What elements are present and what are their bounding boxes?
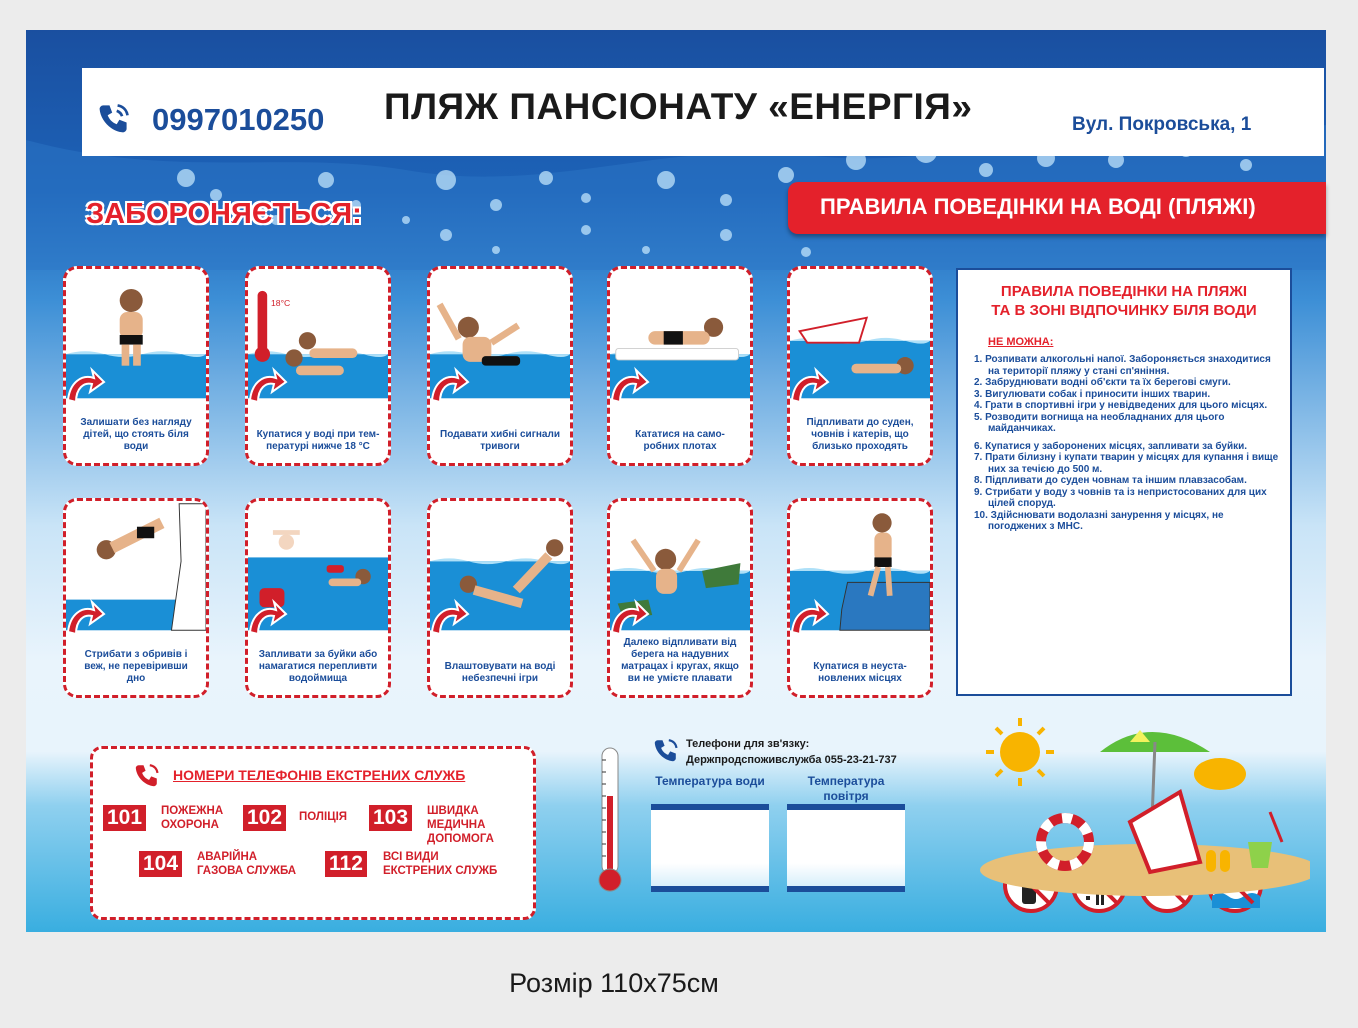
thermo-label: 18°C (271, 298, 291, 309)
forbidden-heading: ЗАБОРОНЯЄТЬСЯ: (86, 198, 362, 230)
rules-banner (788, 182, 1326, 234)
water-temp-field (651, 804, 769, 892)
beach-illustration (980, 712, 1310, 902)
air-temp-label: Температура повітря (807, 774, 885, 803)
air-temp-field (787, 804, 905, 892)
card-boat-swimmer (787, 266, 933, 466)
card-cliff-dive (63, 498, 209, 698)
rule-item: 2. Забруднювати водні об'єкти та їх берегові смуги. (974, 377, 1231, 388)
red-arrow-icon (607, 364, 650, 408)
card-caption: Купатися в неуста-новлених місцях (813, 661, 907, 684)
emergency-panel (90, 746, 536, 920)
rules-heading-line1: ПРАВИЛА ПОВЕДІНКИ НА ПЛЯЖІ (1000, 283, 1248, 300)
card-buoy-swimmer (245, 498, 391, 698)
sun-icon (986, 718, 1054, 786)
red-arrow-icon (245, 596, 288, 640)
emergency-number: 112 (325, 851, 367, 877)
card-caption: Купатися у воді при тем-пературі нижче 18 °С (256, 429, 380, 452)
card-caption: Далеко відпливати від берега на надувних матрацах і кругах, якщо ви не умієте плавати (621, 637, 739, 684)
rules-list (972, 354, 1284, 533)
header-phone: 0997010250 (152, 102, 325, 137)
emergency-number: 102 (243, 805, 286, 831)
phone-icon (133, 761, 161, 789)
red-arrow-icon (245, 364, 288, 408)
rules-panel (956, 268, 1292, 696)
emergency-number: 103 (369, 805, 412, 831)
card-caption: Влаштовувати на воді небезпечні ігри (444, 661, 556, 684)
emergency-label: ВСІ ВИДИ ЕКСТРЕНИХ СЛУЖБ (383, 851, 498, 877)
red-arrow-icon (787, 364, 830, 408)
red-arrow-icon (427, 364, 470, 408)
rule-item: 3. Вигулювати собак і приносити інших тварин. (974, 388, 1211, 400)
red-arrow-icon (63, 364, 106, 408)
rules-heading-line2: ТА В ЗОНІ ВІДПОЧИНКУ БІЛЯ ВОДИ (991, 302, 1257, 319)
water-temp-label: Температура води (655, 774, 765, 788)
card-cold-water (245, 266, 391, 466)
header-address: Вул. Покровська, 1 (1072, 114, 1252, 135)
emergency-label: АВАРІЙНА ГАЗОВА СЛУЖБА (197, 851, 297, 877)
card-caption: Залишати без нагляду дітей, що стоять біля води (80, 417, 192, 452)
thermometer-icon (596, 746, 624, 894)
emergency-label: ШВИДКА МЕДИЧНА ДОПОМОГА (427, 805, 494, 845)
card-false-alarm (427, 266, 573, 466)
rule-item: 5. Розводити вогнища на необладнаних для цього майданчиках. (974, 411, 1225, 434)
contacts-line: Держпродспоживслужба 055-23-21-737 (686, 754, 897, 766)
card-unsafe-place (787, 498, 933, 698)
red-arrow-icon (787, 596, 830, 640)
emergency-title: НОМЕРИ ТЕЛЕФОНІВ ЕКСТРЕНИХ СЛУЖБ (173, 767, 466, 783)
rule-item: 9. Стрибати у воду з човнів та із непристосованих для цих цілей споруд. (974, 486, 1267, 509)
card-dangerous-games (427, 498, 573, 698)
emergency-number: 101 (103, 805, 146, 831)
emergency-number: 104 (139, 851, 182, 877)
emergency-label: ПОЖЕЖНА ОХОРОНА (161, 805, 224, 831)
phone-icon (96, 100, 132, 136)
red-arrow-icon (63, 596, 106, 640)
rule-item: 7. Прати білизну і купати тварин у місцях для купання і вище них за течією до 500 м. (974, 452, 1279, 475)
card-homemade-raft (607, 266, 753, 466)
contacts-title: Телефони для зв'язку: (686, 738, 810, 750)
card-child-by-water (63, 266, 209, 466)
rules-heading (968, 282, 1280, 320)
card-caption: Стрибати з обривів і веж, не перевіривши дно (84, 649, 188, 684)
rule-item: 1. Розпивати алкогольні напої. Забороняється знаходитися на території пляжу у стані сп'яніння. (974, 354, 1271, 377)
rules-banner-label: ПРАВИЛА ПОВЕДІНКИ НА ВОДІ (ПЛЯЖІ) (820, 194, 1256, 219)
rule-item: 6. Купатися у заборонених місцях, запливати за буйки. (974, 440, 1248, 452)
card-caption: Подавати хибні сигнали тривоги (440, 429, 560, 452)
card-caption: Підпливати до суден, човнів і катерів, що близько проходять (806, 417, 914, 452)
page-title: ПЛЯЖ ПАНСІОНАТУ «ЕНЕРГІЯ» (384, 86, 973, 127)
red-arrow-icon (607, 596, 650, 640)
rule-item: 10. Здійснювати водолазні занурення у місцях, не погоджених з МНС. (974, 509, 1224, 532)
red-arrow-icon (427, 596, 470, 640)
card-caption: Кататися на само-робних плотах (635, 429, 725, 452)
rule-item: 8. Підпливати до суден човнам та іншим плавзасобам. (974, 475, 1247, 486)
rule-item: 4. Грати в спортивні ігри у невідведених для цього місцях. (974, 400, 1268, 411)
emergency-label: ПОЛІЦІЯ (299, 811, 348, 823)
phone-icon (652, 736, 680, 764)
card-inflatable-mattress (607, 498, 753, 698)
card-caption: Запливати за буйки або намагатися перепливти водоймища (258, 649, 378, 684)
not-allowed-label: НЕ МОЖНА: (988, 336, 1054, 348)
contacts-block (686, 736, 897, 768)
size-note: Розмір 110х75см (509, 968, 719, 998)
